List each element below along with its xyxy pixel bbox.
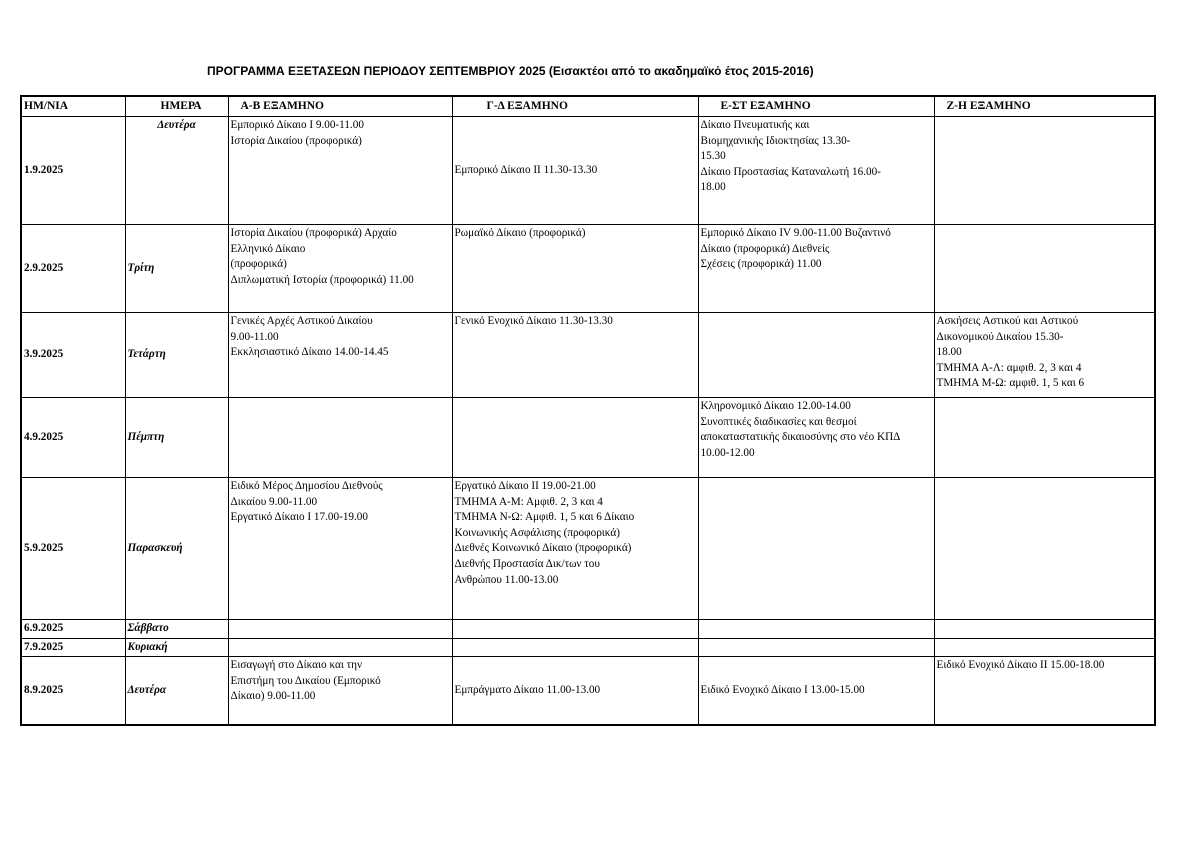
course-line: Δικονομικού Δικαίου 15.30- [936, 330, 1064, 343]
course-line: 10.00-12.00 [700, 446, 755, 459]
course-line: Εμπράγματο Δίκαιο 11.00-13.00 [454, 683, 601, 696]
course-line: Βιομηχανικής Ιδιοκτησίας 13.30- [700, 134, 851, 147]
course-line: Γενικές Αρχές Αστικού Δικαίου [230, 315, 373, 327]
course-line: Εμπορικό Δίκαιο Ι 9.00-11.00 [230, 119, 364, 131]
table-row [21, 225, 1155, 313]
semester-cell-gd [452, 398, 698, 478]
header-zh-semester: Ζ-Η ΕΞΑΜΗΝΟ [934, 96, 1155, 117]
course-line: Διπλωματική Ιστορία (προφορικά) 11.00 [230, 273, 414, 286]
semester-cell-gd [452, 638, 698, 657]
course-line: Εμπορικό Δίκαιο ΙV 9.00-11.00 Βυζαντινό [700, 227, 891, 239]
semester-cell-ab [228, 313, 452, 398]
course-line: Δίκαιο) 9.00-11.00 [230, 690, 316, 703]
semester-cell-zh [934, 117, 1155, 225]
course-line: Διεθνές Κοινωνικό Δίκαιο (προφορικά) [454, 542, 632, 555]
table-row [21, 398, 1155, 478]
course-line: ΤΜΗΜΑ Α-Μ: Αμφιθ. 2, 3 και 4 [454, 495, 603, 508]
course-line: Δίκαιο (προφορικά) Διεθνείς [700, 242, 830, 255]
course-line: 18.00 [700, 181, 726, 194]
course-line: Σχέσεις (προφορικά) 11.00 [700, 258, 822, 271]
course-line: 9.00-11.00 [230, 330, 279, 343]
course-line: Δίκαιο Προστασίας Καταναλωτή 16.00- [700, 165, 881, 178]
semester-cell-est [698, 657, 934, 725]
semester-cell-gd [452, 620, 698, 639]
semester-cell-ab [228, 398, 452, 478]
course-line: Εμπορικό Δίκαιο ΙΙ 11.30-13.30 [454, 163, 598, 176]
table-row [21, 638, 1155, 657]
course-line: αποκαταστατικής δικαιοσύνης στο νέο ΚΠΔ [700, 431, 901, 444]
header-gd-semester: Γ-Δ ΕΞΑΜΗΝΟ [452, 96, 698, 117]
date-cell: 3.9.2025 [21, 313, 125, 398]
date-cell: 1.9.2025 [21, 117, 125, 225]
course-line: Ειδικό Ενοχικό Δίκαιο Ι 13.00-15.00 [700, 683, 865, 696]
table-row [21, 117, 1155, 225]
semester-cell-gd [452, 478, 698, 620]
day-cell: Παρασκευή [125, 478, 228, 620]
page-title: ΠΡΟΓΡΑΜΜΑ ΕΞΕΤΑΣΕΩΝ ΠΕΡΙΟΔΟΥ ΣΕΠΤΕΜΒΡΙΟΥ 2025 (Εισακτέοι από το ακαδημαϊκό έτος 2015-2016) [207, 64, 814, 78]
course-line: Εργατικό Δίκαιο ΙΙ 19.00-21.00 [454, 480, 596, 492]
semester-cell-ab [228, 657, 452, 725]
header-date: ΗΜ/ΝΙΑ [21, 96, 125, 117]
table-row [21, 313, 1155, 398]
day-cell: Δευτέρα [125, 117, 228, 225]
course-line: Δίκαιο Πνευματικής και [700, 119, 810, 131]
course-line: Επιστήμη του Δικαίου (Εμπορικό [230, 674, 381, 687]
course-line: Ειδικό Ενοχικό Δίκαιο ΙΙ 15.00-18.00 [936, 659, 1105, 672]
date-cell: 8.9.2025 [21, 657, 125, 725]
date-cell: 6.9.2025 [21, 620, 125, 639]
course-line: Διεθνής Προστασία Δικ/των του [454, 557, 600, 570]
course-line: Ιστορία Δικαίου (προφορικά) Αρχαίο [230, 227, 397, 239]
header-day: ΗΜΕΡΑ [125, 96, 228, 117]
day-cell: Σάββατο [125, 620, 228, 639]
exam-schedule-table [20, 95, 1156, 726]
semester-cell-zh [934, 638, 1155, 657]
semester-cell-zh [934, 398, 1155, 478]
semester-cell-est [698, 478, 934, 620]
semester-cell-ab [228, 117, 452, 225]
course-line: ΤΜΗΜΑ Ν-Ω: Αμφιθ. 1, 5 και 6 Δίκαιο [454, 511, 635, 524]
course-line: Συνοπτικές διαδικασίες και θεσμοί [700, 415, 857, 428]
course-line: 15.30 [700, 150, 726, 163]
course-line: Εργατικό Δίκαιο Ι 17.00-19.00 [230, 511, 368, 524]
course-line: Ανθρώπου 11.00-13.00 [454, 573, 559, 586]
semester-cell-zh [934, 620, 1155, 639]
semester-cell-est [698, 225, 934, 313]
semester-cell-gd [452, 225, 698, 313]
table-row [21, 657, 1155, 725]
course-line: Ελληνικό Δίκαιο [230, 242, 306, 255]
date-cell: 5.9.2025 [21, 478, 125, 620]
semester-cell-est [698, 313, 934, 398]
date-cell: 4.9.2025 [21, 398, 125, 478]
day-cell: Τρίτη [125, 225, 228, 313]
course-line: ΤΜΗΜΑ Α-Λ: αμφιθ. 2, 3 και 4 [936, 361, 1082, 374]
semester-cell-ab [228, 638, 452, 657]
date-cell: 7.9.2025 [21, 638, 125, 657]
semester-cell-gd [452, 657, 698, 725]
course-line: Εισαγωγή στο Δίκαιο και την [230, 659, 363, 672]
semester-cell-ab [228, 620, 452, 639]
semester-cell-zh [934, 225, 1155, 313]
day-cell: Πέμπτη [125, 398, 228, 478]
course-line: 18.00 [936, 346, 962, 359]
course-line: Ρωμαϊκό Δίκαιο (προφορικά) [454, 227, 586, 239]
semester-cell-zh [934, 478, 1155, 620]
course-line: Ειδικό Μέρος Δημοσίου Διεθνούς [230, 480, 383, 492]
day-cell: Τετάρτη [125, 313, 228, 398]
semester-cell-est [698, 620, 934, 639]
course-line: Γενικό Ενοχικό Δίκαιο 11.30-13.30 [454, 315, 613, 327]
semester-cell-zh [934, 657, 1155, 725]
course-line: ΤΜΗΜΑ Μ-Ω: αμφιθ. 1, 5 και 6 [936, 377, 1085, 390]
header-row [21, 96, 1155, 117]
date-cell: 2.9.2025 [21, 225, 125, 313]
semester-cell-est [698, 398, 934, 478]
semester-cell-zh [934, 313, 1155, 398]
day-cell: Κυριακή [125, 638, 228, 657]
semester-cell-gd [452, 313, 698, 398]
course-line: Κληρονομικό Δίκαιο 12.00-14.00 [700, 400, 851, 412]
semester-cell-est [698, 117, 934, 225]
day-cell: Δευτέρα [125, 657, 228, 725]
course-line: (προφορικά) [230, 258, 287, 271]
header-ab-semester: Α-Β ΕΞΑΜΗΝΟ [228, 96, 452, 117]
semester-cell-ab [228, 225, 452, 313]
course-line: Ιστορία Δικαίου (προφορικά) [230, 134, 362, 147]
semester-cell-ab [228, 478, 452, 620]
header-est-semester: Ε-ΣΤ ΕΞΑΜΗΝΟ [698, 96, 934, 117]
course-line: Δικαίου 9.00-11.00 [230, 495, 318, 508]
table-row [21, 478, 1155, 620]
course-line: Εκκλησιαστικό Δίκαιο 14.00-14.45 [230, 346, 389, 359]
semester-cell-est [698, 638, 934, 657]
table-row [21, 620, 1155, 639]
semester-cell-gd [452, 117, 698, 225]
course-line: Ασκήσεις Αστικού και Αστικού [936, 315, 1079, 327]
course-line: Κοινωνικής Ασφάλισης (προφορικά) [454, 526, 620, 539]
